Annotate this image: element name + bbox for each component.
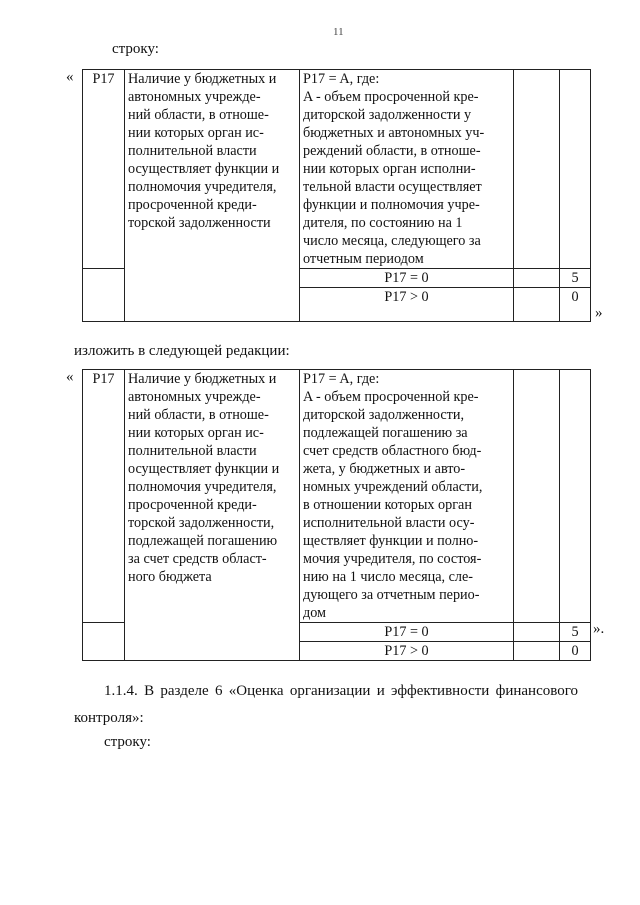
indicator-name-cell (125, 70, 300, 322)
page-number: 11 (333, 26, 344, 38)
indicator-name: Наличие у бюджетных и автономных учрежде- ний области, в отноше- нии которых орган ис- полнительной власти осуществляет функции и полномочия учредителя, просроченной креди- торской задолженности (128, 71, 280, 231)
intro-line-3: строку: (104, 734, 151, 750)
condition-score: 0 (560, 288, 591, 322)
table-row (83, 70, 591, 269)
condition-label: P17 = 0 (300, 623, 514, 642)
condition-score: 5 (560, 623, 591, 642)
formula-cell (300, 370, 514, 623)
condition-label: P17 > 0 (300, 642, 514, 661)
formula-cell (300, 70, 514, 269)
empty-cell (560, 370, 591, 623)
quote-close-2: ». (593, 621, 605, 637)
empty-cell (514, 642, 560, 661)
table-row (83, 370, 591, 623)
condition-score: 5 (560, 269, 591, 288)
indicator-name-cell (125, 370, 300, 661)
empty-cell (514, 288, 560, 322)
empty-cell (514, 70, 560, 269)
condition-score: 0 (560, 642, 591, 661)
empty-cell (83, 623, 125, 661)
intro-line-1: строку: (112, 41, 159, 57)
empty-cell (514, 269, 560, 288)
intro-line-2: изложить в следующей редакции: (74, 343, 290, 359)
quote-close-1: » (595, 305, 603, 321)
indicator-table-new (82, 369, 591, 661)
indicator-name: Наличие у бюджетных и автономных учрежде- ний области, в отноше- нии которых орган ис- полнительной власти осуществляет функции и полномочия учредителя, просроченной креди- торской задолженности, подлежащей погашению за счет средств област- ного бюджета (128, 371, 280, 585)
section-paragraph: 1.1.4. В разделе 6 «Оценка организации и эффективности финансового контроля»: (74, 683, 578, 726)
indicator-code: P17 (83, 370, 125, 623)
empty-cell (514, 370, 560, 623)
condition-label: P17 = 0 (300, 269, 514, 288)
formula-text: P17 = A, где: A - объем просроченной кре- диторской задолженности, подлежащей погашению за счет средств областного бюд- жета, у бюджетных и авто- номных учреждений области, в отношении которых орган исполнительной власти осу- ществляет функции и полно- мочия учредителя, по состоя- нию на 1 число месяца, сле- дующего за отчетным перио- дом (303, 371, 483, 621)
empty-cell (83, 269, 125, 322)
indicator-code: P17 (83, 70, 125, 269)
formula-text: P17 = A, где: A - объем просроченной кре- диторской задолженности у бюджетных и автономных уч- реждений области, в отноше- нии которых орган исполни- тельной власти осуществляет функции и полномочия учре- дителя, по состоянию на 1 число месяца, следующего за отчетным периодом (303, 71, 485, 267)
quote-open-2: « (66, 369, 74, 385)
empty-cell (560, 70, 591, 269)
indicator-table-old (82, 69, 591, 322)
condition-label: P17 > 0 (300, 288, 514, 322)
quote-open-1: « (66, 69, 74, 85)
empty-cell (514, 623, 560, 642)
